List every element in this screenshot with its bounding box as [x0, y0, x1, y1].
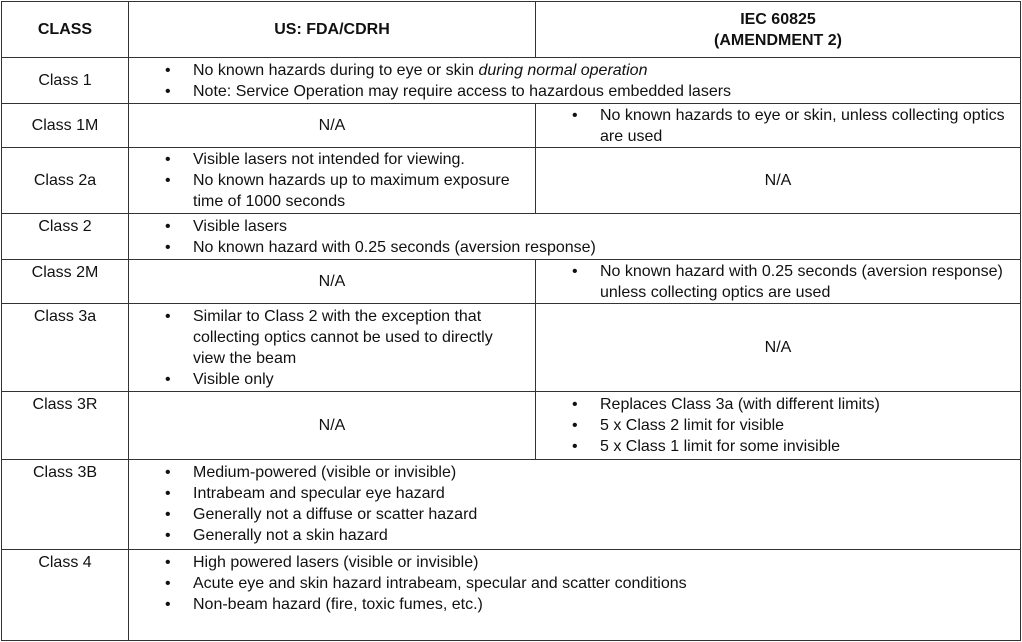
header-row [2, 2, 1021, 58]
class-label: Class 1 [2, 58, 129, 104]
list-item: • Non-beam hazard (fire, toxic fumes, etc.) [193, 594, 1012, 615]
fda-cell [129, 148, 536, 214]
list-item: • Visible lasers not intended for viewing. [193, 149, 527, 170]
row-class3a [2, 304, 1021, 392]
row-class4 [2, 550, 1021, 641]
class-label: Class 3R [2, 392, 129, 460]
list-item: • High powered lasers (visible or invisible) [193, 552, 1012, 573]
row-class1 [2, 58, 1021, 104]
class-label: Class 2M [2, 260, 129, 304]
list-item: • No known hazards during to eye or skin during normal operation [193, 60, 1012, 81]
header-fda-cdrh: US: FDA/CDRH [129, 2, 536, 58]
row-class1m [2, 104, 1021, 148]
class3b-description [129, 460, 1021, 550]
list-item: • Generally not a skin hazard [193, 525, 1012, 546]
list-item: • Acute eye and skin hazard intrabeam, specular and scatter conditions [193, 573, 1012, 594]
class-label: Class 2a [2, 148, 129, 214]
fda-cell: N/A [129, 392, 536, 460]
class2-description [129, 214, 1021, 260]
list-item: • Visible lasers [193, 216, 1012, 237]
row-class3r [2, 392, 1021, 460]
header-iec-line2: (AMENDMENT 2) [714, 31, 842, 49]
row-class2m [2, 260, 1021, 304]
list-item: • 5 x Class 2 limit for visible [600, 415, 1012, 436]
iec-cell [536, 260, 1021, 304]
row-class2 [2, 214, 1021, 260]
fda-cell [129, 304, 536, 392]
class-label: Class 3B [2, 460, 129, 550]
list-item: • No known hazard with 0.25 seconds (aversion response) [193, 237, 1012, 258]
list-item: • Intrabeam and specular eye hazard [193, 483, 1012, 504]
header-iec-line1: IEC 60825 [740, 10, 816, 28]
list-item: • Medium-powered (visible or invisible) [193, 462, 1012, 483]
class-label: Class 2 [2, 214, 129, 260]
header-class: CLASS [2, 2, 129, 58]
row-class2a [2, 148, 1021, 214]
class-label: Class 4 [2, 550, 129, 641]
list-item: • No known hazards up to maximum exposure time of 1000 seconds [193, 170, 527, 212]
iec-cell [536, 392, 1021, 460]
list-item: • Generally not a diffuse or scatter hazard [193, 504, 1012, 525]
list-item: • No known hazards to eye or skin, unless collecting optics are used [600, 105, 1012, 147]
list-item: • No known hazard with 0.25 seconds (aversion response) unless collecting optics are used [600, 261, 1012, 303]
list-item: • Replaces Class 3a (with different limits) [600, 394, 1012, 415]
laser-class-table [1, 1, 1021, 641]
list-item: • Note: Service Operation may require access to hazardous embedded lasers [193, 81, 1012, 102]
list-item: • Similar to Class 2 with the exception that collecting optics cannot be used to directly view the beam [193, 306, 527, 369]
fda-cell: N/A [129, 260, 536, 304]
list-item: • 5 x Class 1 limit for some invisible [600, 436, 1012, 457]
class-label: Class 3a [2, 304, 129, 392]
list-item: • Visible only [193, 369, 527, 390]
iec-cell: N/A [536, 304, 1021, 392]
class1-description [129, 58, 1021, 104]
class4-description [129, 550, 1021, 641]
fda-cell: N/A [129, 104, 536, 148]
header-iec [536, 2, 1021, 58]
iec-cell: N/A [536, 148, 1021, 214]
iec-cell [536, 104, 1021, 148]
class-label: Class 1M [2, 104, 129, 148]
row-class3b [2, 460, 1021, 550]
